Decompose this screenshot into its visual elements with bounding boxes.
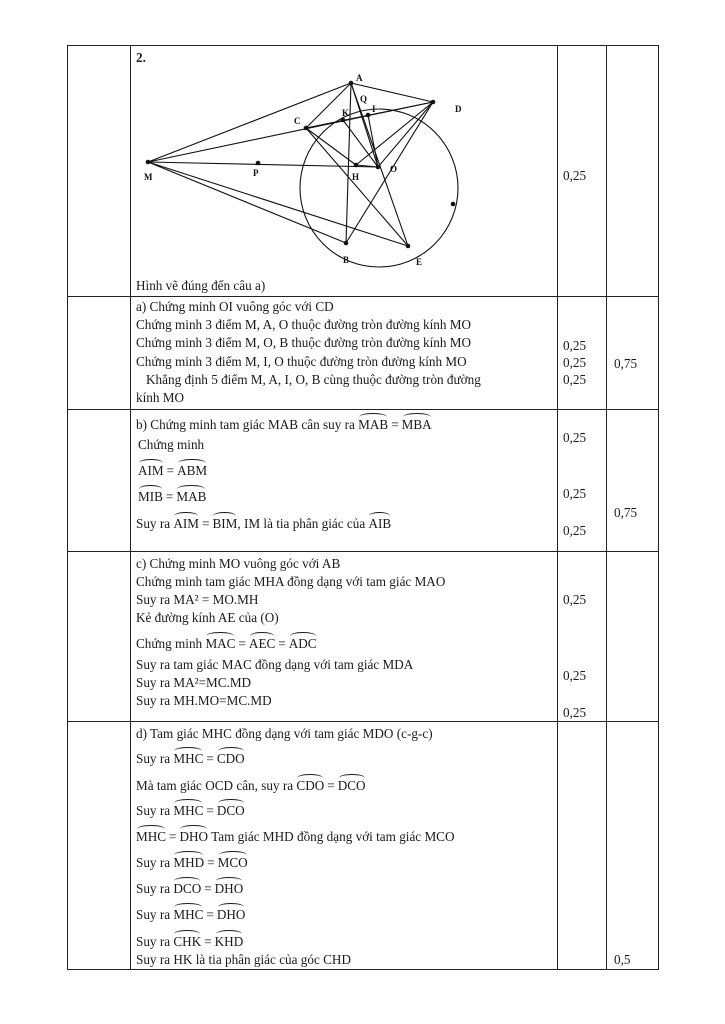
part-a-line-1: a) Chứng minh OI vuông góc với CD: [136, 299, 334, 314]
part-d-line-9: [136, 934, 243, 950]
part-d-total: 0,5: [614, 952, 631, 967]
equals-sign: =: [166, 463, 175, 478]
point-label-p: P: [253, 168, 259, 178]
point-label-c: C: [294, 116, 301, 126]
angle-chk: CHK: [173, 934, 202, 949]
angle-dco: DCO: [337, 778, 366, 793]
part-a-line-5: Khẳng định 5 điểm M, A, I, O, B cùng thuộc đường tròn đường: [146, 372, 481, 387]
equals-sign: =: [206, 751, 214, 766]
part-d-line-3: [136, 778, 366, 794]
angle-mib: MIB: [138, 489, 163, 504]
equals-sign: =: [327, 778, 335, 793]
table-col4-border: [606, 45, 607, 969]
angle-dco: DCO: [216, 803, 245, 818]
part-d-line-5: [136, 829, 455, 845]
angle-mhc: MHC: [173, 751, 204, 766]
part-d-line-6: [136, 855, 248, 871]
angle-mhd: MHD: [173, 855, 205, 870]
equals-sign: =: [204, 934, 212, 949]
part-a-line-4: Chứng minh 3 điểm M, I, O thuộc đường tròn đường kính MO: [136, 354, 467, 369]
problem-number: 2.: [136, 50, 146, 65]
angle-mac: MAC: [205, 636, 236, 651]
part-d-line-7: [136, 881, 243, 897]
part-a-line-6: kính MO: [136, 390, 184, 405]
angle-mab: MAB: [358, 417, 389, 432]
angle-adc: ADC: [288, 636, 317, 651]
angle-mba: MBA: [401, 417, 432, 432]
equals-sign: =: [238, 636, 246, 651]
part-c-line-5: [136, 636, 317, 652]
point-label-m: M: [144, 172, 153, 182]
suy-ra-text: Suy ra: [136, 934, 171, 949]
part-b-score-3: 0,25: [563, 523, 587, 538]
table-bottom-border: [67, 969, 659, 970]
part-d-line-1: d) Tam giác MHC đồng dạng với tam giác MDO (c-g-c): [136, 726, 433, 741]
angle-dho: DHO: [179, 829, 209, 844]
angle-mab: MAB: [176, 489, 207, 504]
point-label-k: K: [342, 108, 350, 118]
point-label-h: H: [352, 172, 360, 182]
equals-sign: =: [207, 855, 215, 870]
point-label-i: I: [372, 104, 376, 114]
part-b-score-2: 0,25: [563, 486, 587, 501]
suy-ra-text: Suy ra: [136, 751, 171, 766]
equals-sign: =: [391, 417, 399, 432]
part-c-score-1: 0,25: [563, 592, 587, 607]
angle-cdo: CDO: [296, 778, 325, 793]
part-c-line-3: Suy ra MA² = MO.MH: [136, 592, 259, 607]
part-b-total: 0,75: [614, 505, 638, 520]
point-label-q: Q: [360, 94, 368, 104]
part-b-eq-1: [138, 463, 207, 479]
angle-bim: BIM: [212, 516, 238, 531]
part-b-conclusion-text: , IM là tia phân giác của: [237, 516, 366, 531]
angle-mco: MCO: [217, 855, 248, 870]
part-a-line-2: Chứng minh 3 điểm M, A, O thuộc đường tròn đường kính MO: [136, 317, 472, 332]
angle-aib: AIB: [368, 516, 392, 531]
equals-sign: =: [202, 516, 210, 531]
suy-ra-text: Suy ra: [136, 907, 171, 922]
part-c-score-2: 0,25: [563, 668, 587, 683]
angle-aim: AIM: [138, 463, 164, 478]
part-a-score-2: 0,25: [563, 355, 587, 370]
angle-mhc: MHC: [173, 803, 204, 818]
part-d-line-4: [136, 803, 245, 819]
angle-mhc: MHC: [136, 829, 167, 844]
part-b-title-text: b) Chứng minh tam giác MAB cân suy ra: [136, 417, 355, 432]
equals-sign: =: [169, 829, 177, 844]
figure-score: 0,25: [563, 168, 587, 183]
row-divider-a: [67, 296, 659, 297]
angle-aim: AIM: [173, 516, 200, 531]
table-col3-border: [557, 45, 558, 969]
suy-ra-text: Suy ra: [136, 855, 171, 870]
part-a-line-3: Chứng minh 3 điểm M, O, B thuộc đường tròn đường kính MO: [136, 335, 472, 350]
angle-cdo: CDO: [216, 751, 245, 766]
row-divider-b: [67, 409, 659, 410]
part-b-score-1: 0,25: [563, 430, 587, 445]
part-c-line-2: Chứng minh tam giác MHA đồng dạng với tam giác MAO: [136, 574, 446, 589]
part-a-total: 0,75: [614, 356, 638, 371]
angle-dho: DHO: [214, 881, 244, 896]
part-d-line-8: [136, 907, 245, 923]
point-label-o: O: [390, 164, 398, 174]
part-c-line-5-text: Chứng minh: [136, 636, 203, 651]
equals-sign: =: [204, 881, 212, 896]
part-c-line-6: Suy ra tam giác MAC đồng dạng với tam giác MDA: [136, 657, 414, 672]
part-a-score-1: 0,25: [563, 338, 587, 353]
part-d-line-3-text: Mà tam giác OCD cân, suy ra: [136, 778, 294, 793]
table-col2-border: [130, 45, 131, 969]
equals-sign: =: [206, 803, 214, 818]
angle-dco: DCO: [173, 881, 202, 896]
row-divider-c: [67, 551, 659, 552]
suy-ra-text: Suy ra: [136, 516, 171, 531]
part-d-line-5-text: Tam giác MHD đồng dạng với tam giác MCO: [211, 829, 455, 844]
angle-abm: ABM: [177, 463, 208, 478]
part-c-line-7: Suy ra MA²=MC.MD: [136, 675, 252, 690]
part-d-line-2: [136, 751, 245, 767]
point-label-e: E: [416, 257, 423, 267]
part-b-title: [136, 417, 432, 433]
equals-sign: =: [206, 907, 214, 922]
part-b-eq-2: [138, 489, 206, 505]
part-c-score-3: 0,25: [563, 705, 587, 720]
point-label-b: B: [343, 255, 350, 265]
angle-khd: KHD: [214, 934, 244, 949]
angle-mhc: MHC: [173, 907, 204, 922]
angle-aec: AEC: [248, 636, 276, 651]
geometry-diagram: [140, 58, 480, 278]
part-d-line-10: Suy ra HK là tia phân giác của góc CHD: [136, 952, 351, 967]
table-right-border: [658, 45, 659, 969]
table-left-border: [67, 45, 68, 969]
suy-ra-text: Suy ra: [136, 803, 171, 818]
figure-caption: Hình vẽ đúng đến câu a): [136, 278, 266, 293]
part-c-line-8: Suy ra MH.MO=MC.MD: [136, 693, 272, 708]
suy-ra-text: Suy ra: [136, 881, 171, 896]
row-divider-d: [67, 721, 659, 722]
part-c-line-1: c) Chứng minh MO vuông góc với AB: [136, 556, 341, 571]
angle-dho: DHO: [216, 907, 246, 922]
equals-sign: =: [165, 489, 174, 504]
part-b-line-2: Chứng minh: [138, 437, 205, 452]
equals-sign: =: [278, 636, 286, 651]
part-c-line-4: Kẻ đường kính AE của (O): [136, 610, 279, 625]
point-label-a: A: [356, 73, 363, 83]
table-top-border: [67, 45, 659, 46]
point-label-d: D: [455, 104, 462, 114]
part-a-score-3: 0,25: [563, 372, 587, 387]
part-b-conclusion: [136, 516, 391, 532]
